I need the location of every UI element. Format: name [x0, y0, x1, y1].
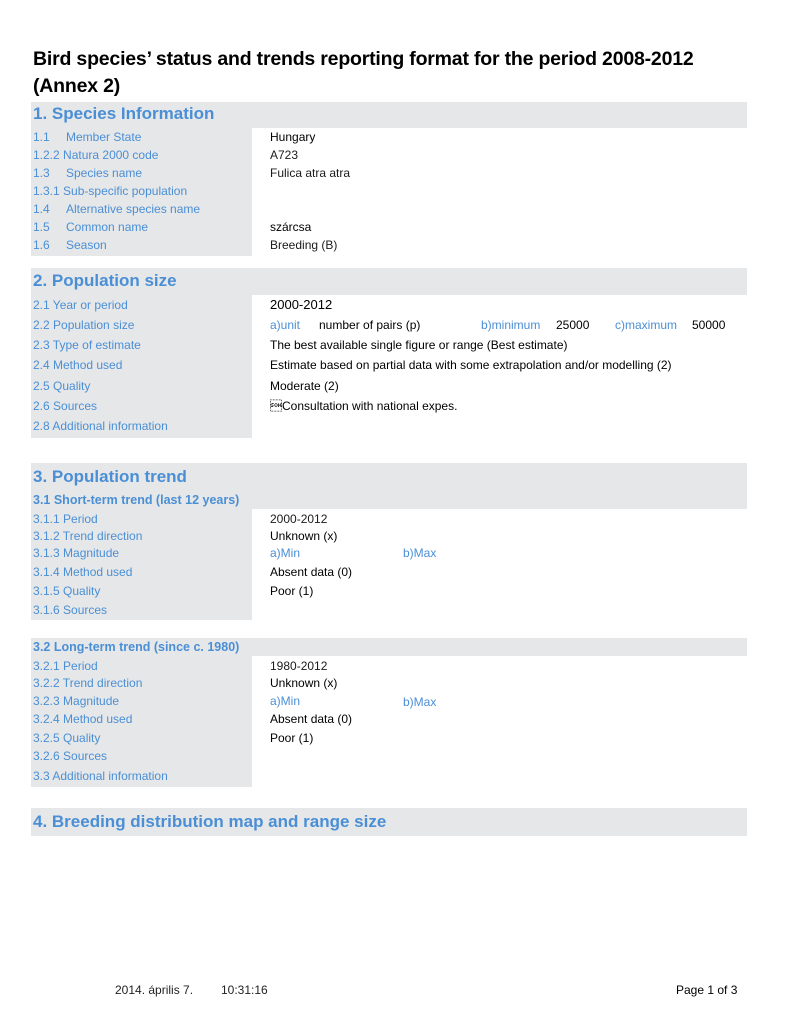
label-long-trend-direction: 3.2.2 Trend direction — [33, 676, 143, 690]
label-unit: a)unit — [270, 318, 301, 332]
label-short-quality: 3.1.5 Quality — [33, 584, 101, 598]
short-term-heading: 3.1 Short-term trend (last 12 years) — [33, 493, 240, 507]
label-long-method-used: 3.2.4 Method used — [33, 712, 133, 726]
label-sub-specific-population: 1.3.1 Sub-specific population — [33, 184, 188, 198]
label-season: 1.6 Season — [33, 238, 107, 252]
value-short-trend-direction: Unknown (x) — [270, 529, 338, 543]
value-long-trend-direction: Unknown (x) — [270, 676, 338, 690]
label-trend-additional-information: 3.3 Additional information — [33, 769, 168, 783]
value-minimum: 25000 — [556, 318, 590, 332]
label-type-of-estimate: 2.3 Type of estimate — [33, 338, 141, 352]
label-short-max: b)Max — [403, 546, 437, 560]
section-4-heading: 4. Breeding distribution map and range size — [33, 812, 387, 831]
value-long-period: 1980-2012 — [270, 659, 328, 673]
label-short-trend-direction: 3.1.2 Trend direction — [33, 529, 143, 543]
label-long-min: a)Min — [270, 694, 301, 708]
label-alternative-species-name: 1.4 Alternative species name — [33, 202, 201, 216]
label-population-size: 2.2 Population size — [33, 318, 135, 332]
value-short-period: 2000-2012 — [270, 512, 328, 526]
label-method-used: 2.4 Method used — [33, 358, 123, 372]
label-common-name: 1.5 Common name — [33, 220, 149, 234]
label-member-state: 1.1 Member State — [33, 130, 142, 144]
label-sources: 2.6 Sources — [33, 399, 98, 413]
label-species-name: 1.3 Species name — [33, 166, 143, 180]
footer-date: 2014. április 7. — [115, 983, 194, 997]
label-long-magnitude: 3.2.3 Magnitude — [33, 694, 120, 708]
value-unit: number of pairs (p) — [319, 318, 421, 332]
value-method-used: Estimate based on partial data with some extrapolation and/or modelling (2) — [270, 358, 672, 372]
value-natura-code: A723 — [270, 148, 299, 162]
value-member-state: Hungary — [270, 130, 316, 144]
label-long-max: b)Max — [403, 695, 437, 709]
section-1-heading: 1. Species Information — [33, 104, 215, 123]
value-year-or-period: 2000-2012 — [270, 297, 333, 312]
label-maximum: c)maximum — [615, 318, 677, 332]
value-season: Breeding (B) — [270, 238, 338, 252]
value-quality: Moderate (2) — [270, 379, 339, 393]
label-long-sources: 3.2.6 Sources — [33, 749, 108, 763]
label-short-method-used: 3.1.4 Method used — [33, 565, 133, 579]
long-term-heading: 3.2 Long-term trend (since c. 1980) — [33, 640, 240, 654]
label-short-magnitude: 3.1.3 Magnitude — [33, 546, 120, 560]
label-quality: 2.5 Quality — [33, 379, 91, 393]
footer-time: 10:31:16 — [221, 983, 268, 997]
value-long-quality: Poor (1) — [270, 731, 314, 745]
section-2-heading: 2. Population size — [33, 271, 177, 290]
section-3-heading: 3. Population trend — [33, 467, 187, 486]
label-year-or-period: 2.1 Year or period — [33, 298, 128, 312]
label-minimum: b)minimum — [481, 318, 541, 332]
value-short-quality: Poor (1) — [270, 584, 314, 598]
label-short-min: a)Min — [270, 546, 301, 560]
value-species-name: Fulica atra atra — [270, 166, 351, 180]
value-long-method-used: Absent data (0) — [270, 712, 353, 726]
document-title — [33, 46, 753, 100]
title-line-1: Bird species’ status and trends reporting format for the period 2008-2012 — [33, 48, 694, 70]
label-long-quality: 3.2.5 Quality — [33, 731, 101, 745]
label-short-sources: 3.1.6 Sources — [33, 603, 108, 617]
label-long-period: 3.2.1 Period — [33, 659, 98, 673]
footer-page-number: Page 1 of 3 — [676, 983, 738, 997]
value-type-of-estimate: The best available single figure or range (Best estimate) — [270, 338, 568, 352]
value-sources: Consultation with national expes. — [270, 399, 458, 413]
title-line-2: (Annex 2) — [33, 75, 121, 97]
label-short-period: 3.1.1 Period — [33, 512, 98, 526]
label-natura-code: 1.2.2 Natura 2000 code — [33, 148, 159, 162]
label-additional-information: 2.8 Additional information — [33, 419, 168, 433]
value-maximum: 50000 — [692, 318, 726, 332]
value-short-method-used: Absent data (0) — [270, 565, 353, 579]
value-common-name: szárcsa — [270, 220, 312, 234]
